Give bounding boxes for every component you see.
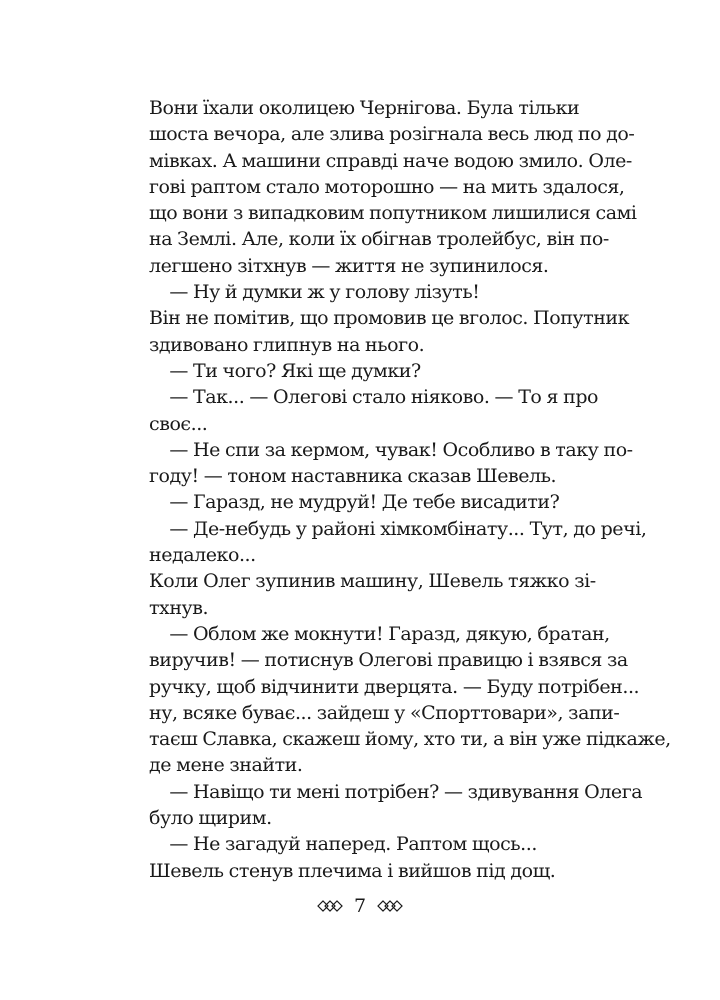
text-line: Коли Олег зупинив машину, Шевель тяжко зі-	[149, 570, 596, 593]
text-line: — Облом же мокнути! Гаразд, дякую, братан,	[149, 622, 610, 645]
text-line: на Землі. Але, коли їх обігнав тролейбус, він по-	[149, 228, 609, 251]
ornament-left-icon	[316, 899, 344, 913]
text-line: було щирим.	[149, 807, 272, 830]
text-line: мівках. А машини справді наче водою змило. Оле-	[149, 149, 632, 172]
text-line: Він не помітив, що промовив це вголос. Попутник	[149, 307, 630, 330]
text-line: — Ти чого? Які ще думки?	[149, 359, 421, 382]
text-line: году! — тоном наставника сказав Шевель.	[149, 465, 557, 488]
text-line: Вони їхали околицею Чернігова. Була тільки	[149, 97, 580, 119]
page-body-text	[149, 95, 671, 884]
text-line: недалеко...	[149, 544, 256, 567]
text-line: здивовано глипнув на нього.	[149, 333, 425, 356]
text-line: — Де-небудь у районі хімкомбінату... Тут, до речі,	[149, 517, 647, 540]
text-line: шоста вечора, але злива розігнала весь люд по до-	[149, 123, 635, 146]
text-line: таєш Славка, скажеш йому, хто ти, а він уже підкаже,	[149, 728, 671, 751]
text-line: що вони з випадковим попутником лишилися самі	[149, 202, 637, 225]
text-line: своє...	[149, 412, 208, 435]
text-line: — Не загадуй наперед. Раптом щось...	[149, 833, 537, 856]
text-line: ручку, щоб відчинити дверцята. — Буду потрібен...	[149, 675, 640, 698]
text-line: гові раптом стало моторошно — на мить здалося,	[149, 175, 625, 198]
page-footer	[0, 894, 720, 918]
text-line: — Не спи за кермом, чувак! Особливо в таку по-	[149, 438, 633, 461]
text-line: Шевель стенув плечима і вийшов під дощ.	[149, 859, 556, 882]
ornament-right-icon	[376, 899, 404, 913]
text-line: ну, всяке буває... зайдеш у «Спорттовари», запи-	[149, 701, 620, 724]
text-line: — Так... — Олегові стало ніяково. — То я про	[149, 386, 599, 409]
text-line: — Навіщо ти мені потрібен? — здивування Олега	[149, 780, 643, 803]
text-line: — Гаразд, не мудруй! Де тебе висадити?	[149, 491, 560, 514]
text-line: виручив! — потиснув Олегові правицю і взявся за	[149, 649, 628, 672]
text-line: тхнув.	[149, 596, 209, 619]
text-line: легшено зітхнув — життя не зупинилося.	[149, 254, 549, 277]
text-line: де мене знайти.	[149, 754, 303, 777]
text-line: — Ну й думки ж у голову лізуть!	[149, 281, 480, 304]
page-number: 7	[353, 895, 367, 917]
